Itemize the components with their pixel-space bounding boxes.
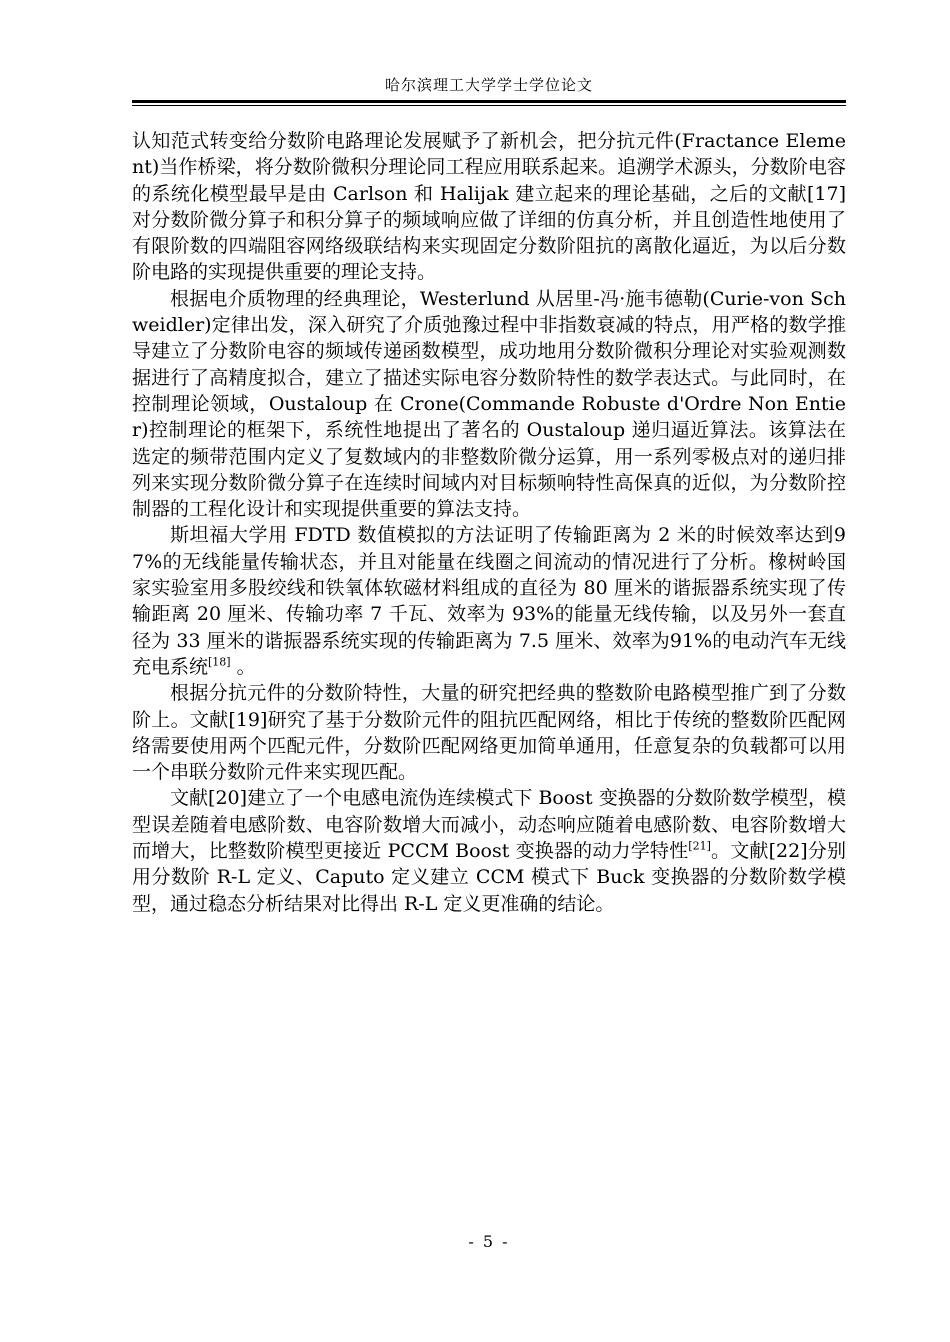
paragraph-5-end: 。文献[22]分别用分数阶 R-L 定义、Caputo 定义建立 CCM 模式下 Buck 变换器的分数阶数学模型，通过稳态分析结果对比得出 R-L 定义更准确的结论。 bbox=[132, 840, 846, 915]
paragraph-3-text: 斯坦福大学用 FDTD 数值模拟的方法证明了传输距离为 2 米的时候效率达到97%的无线能量传输状态，并且对能量在线圈之间流动的情况进行了分析。橡树岭国家实验室用多股绞线和铁氧体软磁材料组成的直径为 80 厘米的谐振器系统实现了传输距离 20 厘米、传输功率 7 千瓦、效率为 93%的能量无线传输，以及另外一套直径为 33 厘米的谐振器系统实现的传输距离为 7.5 厘米、效率为91%的电动汽车无线充电系统 bbox=[132, 524, 846, 678]
header-title: 哈尔滨理工大学学士学位论文 bbox=[384, 76, 593, 94]
paragraph-4: 根据分抗元件的分数阶特性，大量的研究把经典的整数阶电路模型推广到了分数阶上。文献[19]研究了基于分数阶元件的阻抗匹配网络，相比于传统的整数阶匹配网络需要使用两个匹配元件，分数阶匹配网络更加简单通用，任意复杂的负载都可以用一个串联分数阶元件来实现匹配。 bbox=[132, 682, 846, 784]
paragraph-5 bbox=[132, 785, 846, 916]
paragraph-3-end: 。 bbox=[230, 655, 256, 678]
citation-21: [21] bbox=[688, 839, 711, 853]
body-text bbox=[132, 128, 846, 917]
paragraph-5-text: 文献[20]建立了一个电感电流伪连续模式下 Boost 变换器的分数阶数学模型，模型误差随着电感阶数、电容阶数增大而减小，动态响应随着电感阶数、电容阶数增大而增大，比整数阶模型更接近 PCCM Boost 变换器的动力学特性 bbox=[132, 787, 846, 863]
page-number: - 5 - bbox=[468, 1232, 510, 1251]
page-footer bbox=[132, 1232, 846, 1251]
header-rule-thin bbox=[132, 105, 846, 106]
citation-18: [18] bbox=[208, 655, 231, 669]
running-header bbox=[132, 75, 846, 95]
paragraph-2: 根据电介质物理的经典理论，Westerlund 从居里-冯·施韦德勒(Curie-von Schweidler)定律出发，深入研究了介质弛豫过程中非指数衰减的特点，用严格的数学推导建立了分数阶电容的频域传递函数模型，成功地用分数阶微积分理论对实验观测数据进行了高精度拟合，建立了描述实际电容分数阶特性的数学表达式。与此同时，在控制理论领域，Oustaloup 在 Crone(Commande Robuste d'Ordre Non Entier)控制理论的框架下，系统性地提出了著名的 Oustaloup 递归逼近算法。该算法在选定的频带范围内定义了复数域内的非整数阶微分运算，用一系列零极点对的递归排列来实现分数阶微分算子在连续时间域内对目标频响特性高保真的近似，为分数阶控制器的工程化设计和实现提供重要的算法支持。 bbox=[132, 287, 846, 521]
header-rule-thick bbox=[132, 100, 846, 103]
paragraph-3 bbox=[132, 522, 846, 680]
paragraph-1: 认知范式转变给分数阶电路理论发展赋予了新机会，把分抗元件(Fractance Element)当作桥梁，将分数阶微积分理论同工程应用联系起来。追溯学术源头，分数阶电容的系统化模型最早是由 Carlson 和 Halijak 建立起来的理论基础，之后的文献[17] 对分数阶微分算子和积分算子的频域响应做了详细的仿真分析，并且创造性地使用了有限阶数的四端阻容网络级联结构来实现固定分数阶阻抗的离散化逼近，为以后分数阶电路的实现提供重要的理论支持。 bbox=[132, 130, 846, 284]
